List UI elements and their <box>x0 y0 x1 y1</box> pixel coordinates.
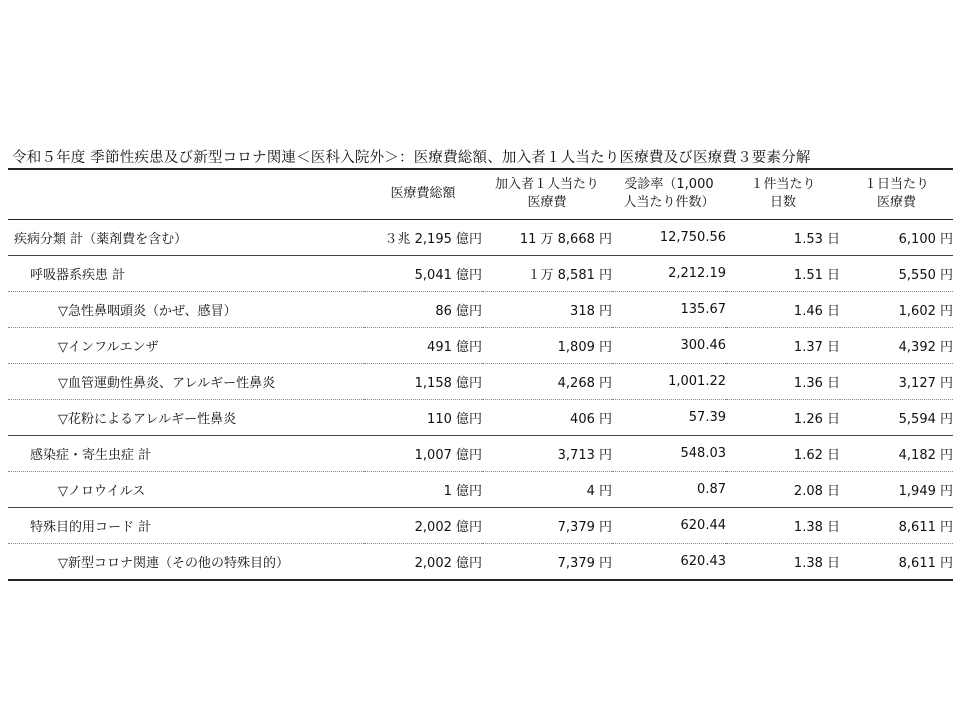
table-row <box>8 508 953 544</box>
days-per-case-cell: 1.37 日 <box>726 327 840 363</box>
visit-rate-cell: 300.46 <box>612 327 726 363</box>
visit-rate-cell: 2,212.19 <box>612 255 726 291</box>
days-per-case-cell: 1.36 日 <box>726 363 840 399</box>
visit-rate-cell: 135.67 <box>612 291 726 327</box>
table-row <box>8 255 953 291</box>
per-capita-cost-cell: 1,809 円 <box>482 327 612 363</box>
cost-per-day-cell: 4,392 円 <box>840 327 953 363</box>
days-per-case-cell: 1.26 日 <box>726 399 840 435</box>
cost-per-day-cell: 8,611 円 <box>840 544 953 580</box>
per-capita-cost-cell: 7,379 円 <box>482 544 612 580</box>
visit-rate-cell: 12,750.56 <box>612 219 726 255</box>
table-row <box>8 399 953 435</box>
header-total-cost: 医療費総額 <box>364 169 482 219</box>
page-title: 令和５年度 季節性疾患及び新型コロナ関連＜医科入院外＞：医療費総額、加入者１人当たり医療費及び医療費３要素分解 <box>12 150 811 166</box>
total-cost-cell: 86 億円 <box>364 291 482 327</box>
row-label: ▽新型コロナ関連（その他の特殊目的） <box>8 544 364 580</box>
visit-rate-cell: 57.39 <box>612 399 726 435</box>
per-capita-cost-cell: 4,268 円 <box>482 363 612 399</box>
total-cost-cell: 1,158 億円 <box>364 363 482 399</box>
days-per-case-cell: 1.53 日 <box>726 219 840 255</box>
cost-per-day-cell: 6,100 円 <box>840 219 953 255</box>
row-label: ▽ノロウイルス <box>8 472 364 508</box>
row-label: ▽花粉によるアレルギー性鼻炎 <box>8 399 364 435</box>
total-cost-cell: 1,007 億円 <box>364 436 482 472</box>
visit-rate-cell: 548.03 <box>612 436 726 472</box>
days-per-case-cell: 1.38 日 <box>726 544 840 580</box>
per-capita-cost-cell: 11 万 8,668 円 <box>482 219 612 255</box>
per-capita-cost-cell: 406 円 <box>482 399 612 435</box>
days-per-case-cell: 1.38 日 <box>726 508 840 544</box>
per-capita-cost-cell: 318 円 <box>482 291 612 327</box>
total-cost-cell: 1 億円 <box>364 472 482 508</box>
cost-per-day-cell: 3,127 円 <box>840 363 953 399</box>
days-per-case-cell: 2.08 日 <box>726 472 840 508</box>
total-cost-cell: ３兆 2,195 億円 <box>364 219 482 255</box>
row-label: 感染症・寄生虫症 計 <box>8 436 364 472</box>
table-row <box>8 219 953 255</box>
header-days-per-case: １件当たり 日数 <box>726 169 840 219</box>
visit-rate-cell: 620.44 <box>612 508 726 544</box>
table-body <box>8 219 953 580</box>
cost-per-day-cell: 8,611 円 <box>840 508 953 544</box>
header-cost-per-day: １日当たり 医療費 <box>840 169 953 219</box>
days-per-case-cell: 1.51 日 <box>726 255 840 291</box>
cost-per-day-cell: 5,550 円 <box>840 255 953 291</box>
table-row <box>8 327 953 363</box>
header-category <box>8 169 364 219</box>
row-label: ▽血管運動性鼻炎、アレルギー性鼻炎 <box>8 363 364 399</box>
row-label: ▽インフルエンザ <box>8 327 364 363</box>
header-row <box>8 169 953 219</box>
total-cost-cell: 5,041 億円 <box>364 255 482 291</box>
total-cost-cell: 2,002 億円 <box>364 508 482 544</box>
total-cost-cell: 2,002 億円 <box>364 544 482 580</box>
cost-per-day-cell: 4,182 円 <box>840 436 953 472</box>
table-row <box>8 363 953 399</box>
total-cost-cell: 491 億円 <box>364 327 482 363</box>
table-row <box>8 436 953 472</box>
header-visit-rate: 受診率（1,000 人当たり件数） <box>612 169 726 219</box>
visit-rate-cell: 620.43 <box>612 544 726 580</box>
cost-per-day-cell: 1,602 円 <box>840 291 953 327</box>
days-per-case-cell: 1.62 日 <box>726 436 840 472</box>
table-row <box>8 291 953 327</box>
row-label: ▽急性鼻咽頭炎（かぜ、感冒） <box>8 291 364 327</box>
header-per-capita-cost: 加入者１人当たり 医療費 <box>482 169 612 219</box>
cost-per-day-cell: 5,594 円 <box>840 399 953 435</box>
row-label: 疾病分類 計（薬剤費を含む） <box>8 219 364 255</box>
per-capita-cost-cell: 4 円 <box>482 472 612 508</box>
cost-per-day-cell: 1,949 円 <box>840 472 953 508</box>
per-capita-cost-cell: １万 8,581 円 <box>482 255 612 291</box>
table-row <box>8 472 953 508</box>
visit-rate-cell: 1,001.22 <box>612 363 726 399</box>
days-per-case-cell: 1.46 日 <box>726 291 840 327</box>
total-cost-cell: 110 億円 <box>364 399 482 435</box>
row-label: 呼吸器系疾患 計 <box>8 255 364 291</box>
visit-rate-cell: 0.87 <box>612 472 726 508</box>
medical-cost-table <box>8 168 953 581</box>
per-capita-cost-cell: 7,379 円 <box>482 508 612 544</box>
table-row <box>8 544 953 580</box>
row-label: 特殊目的用コード 計 <box>8 508 364 544</box>
per-capita-cost-cell: 3,713 円 <box>482 436 612 472</box>
